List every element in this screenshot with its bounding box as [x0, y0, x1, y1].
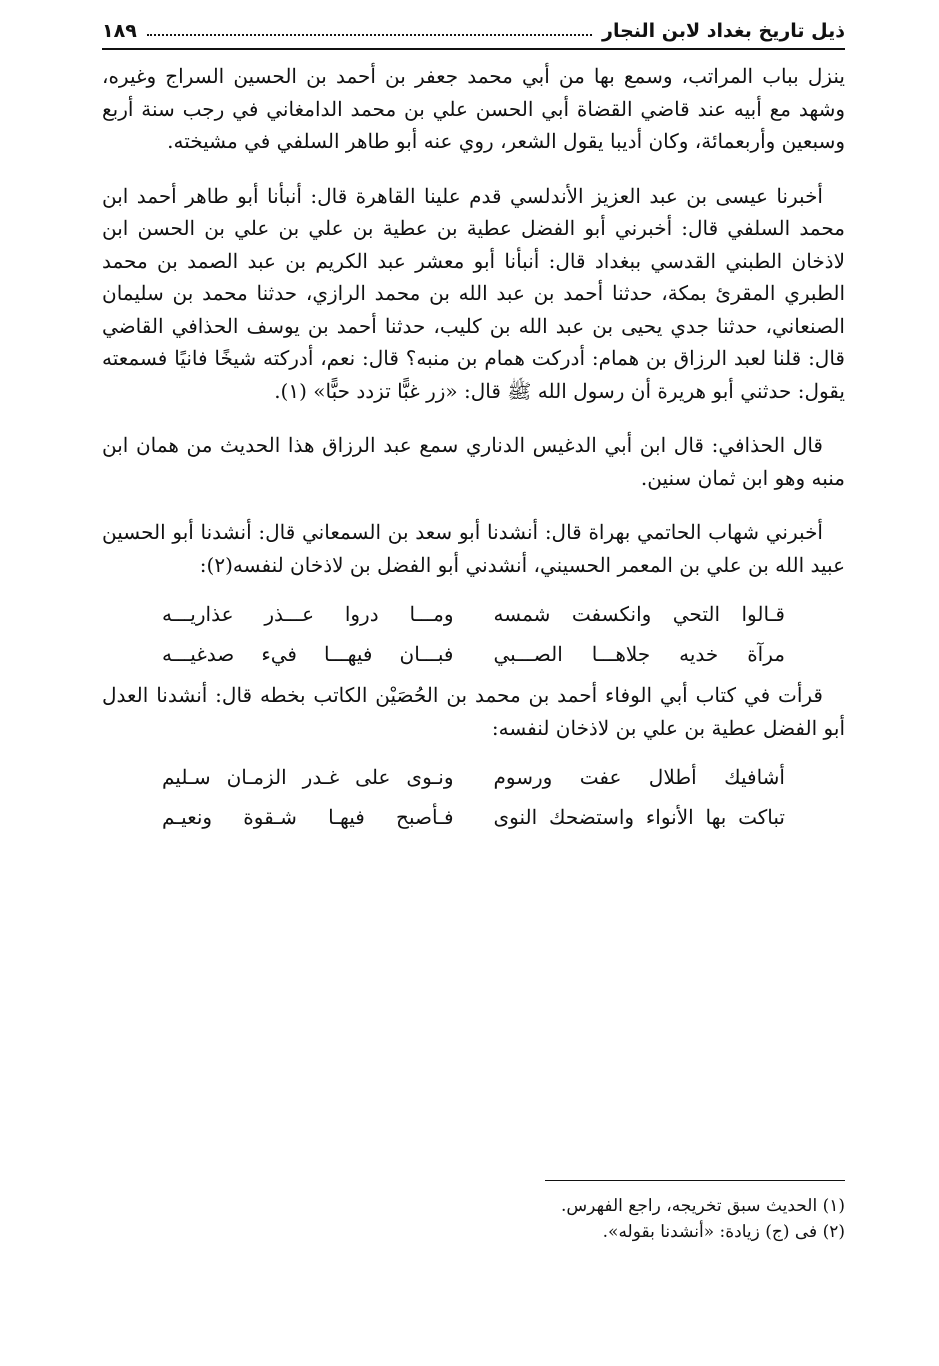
- poem-1-line-2-second-hemistich: فبـــان فيهـــا فيء صدغيـــه: [162, 642, 454, 666]
- paragraph-4: أخبرني شهاب الحاتمي بهراة قال: أنشدنا أبو سعد بن السمعاني قال: أنشدنا أبو الحسين عبيد الله بن علي بن المعمر الحسيني، أنشدني أبو الفضل بن لاذخان لنفسه(٢):: [102, 520, 845, 577]
- poem-1-line-1-first-hemistich: قـالوا التحي وانكسفت شمسه: [493, 602, 785, 626]
- paragraph-2: أخبرنا عيسى بن عبد العزيز الأندلسي قدم علينا القاهرة قال: أنبأنا أبو طاهر أحمد ابن محمد السلفي قال: أخبرني أبو الفضل عطية بن عطية بن علي بن علي بن الحسن ابن لاذخان الطبني القدسي ببغداد قال: أنبأنا أبو معشر عبد الكريم بن عبد الصمد بن محمد الطبري المقرئ بمكة، حدثنا أحمد بن عبد الله بن محمد الرازي، حدثنا محمد بن سليمان الصنعاني، حدثنا جدي يحيى بن عبد الله بن كليب، حدثنا أحمد بن يوسف الحذافي القاضي قال: قلنا لعبد الرزاق بن همام: أدركت همام بن منبه؟ قال: نعم، أدركته شيخًا فانيًا فسمعته يقول: حدثني أبو هريرة أن رسول الله ﷺ قال: «زر غبًّا تزدد حبًّا» (١).: [102, 183, 845, 403]
- poem-1-line-2-first-hemistich: مرآة خديه جلاهـــا الصـــبي: [493, 642, 785, 666]
- poem-2-line-2-first-hemistich: تباكت بها الأنواء واستضحك النوى: [493, 805, 785, 829]
- paragraph-1: ينزل بباب المراتب، وسمع بها من أبي محمد جعفر بن أحمد بن الحسين السراج وغيره، وشهد مع أبيه عند قاضي القضاة أبي الحسن علي بن محمد الدامغاني في رجب سنة أربع وسبعين وأربعمائة، وكان أديبا يقول الشعر، روي عنه أبو طاهر السلفي في مشيخته.: [102, 64, 845, 153]
- poem-2-line-2-second-hemistich: فـأصبح فيهـا شـقوة ونعيـم: [162, 805, 454, 829]
- footnote-1: (١) الحديث سبق تخريجه، راجع الفهرس.: [561, 1196, 845, 1216]
- poem-2-line-1-second-hemistich: ونـوى على غـدر الزمـان سـليم: [162, 765, 454, 789]
- paragraph-5: قرأت في كتاب أبي الوفاء أحمد بن محمد بن الحُصَيْن الكاتب بخطه قال: أنشدنا العدل أبو الفضل عطية بن علي بن لاذخان لنفسه:: [102, 683, 845, 740]
- paragraph-3: قال الحذافي: قال ابن أبي الدغيس الدناري سمع عبد الرزاق هذا الحديث من همان ابن منبه وهو ابن ثمان سنين.: [102, 433, 845, 490]
- main-text: [102, 60, 845, 842]
- poem-2: [102, 744, 845, 842]
- footnotes: [102, 1180, 845, 1245]
- footnote-2: (٢) فى (ج) زيادة: «أنشدنا بقوله».: [602, 1222, 845, 1242]
- poem-2-line-1-first-hemistich: أشافيك أطلال عفت ورسوم: [493, 765, 785, 789]
- running-header: [102, 14, 845, 50]
- header-title: ذيل تاريخ بغداد لابن النجار: [602, 20, 845, 42]
- page-number: ١٨٩: [102, 20, 137, 42]
- poem-1: [102, 581, 845, 679]
- poem-1-line-1-second-hemistich: ومـــا دروا عـــذر عذاريـــه: [162, 602, 454, 626]
- header-dot-leader: [147, 34, 592, 36]
- footnote-separator: [545, 1180, 845, 1181]
